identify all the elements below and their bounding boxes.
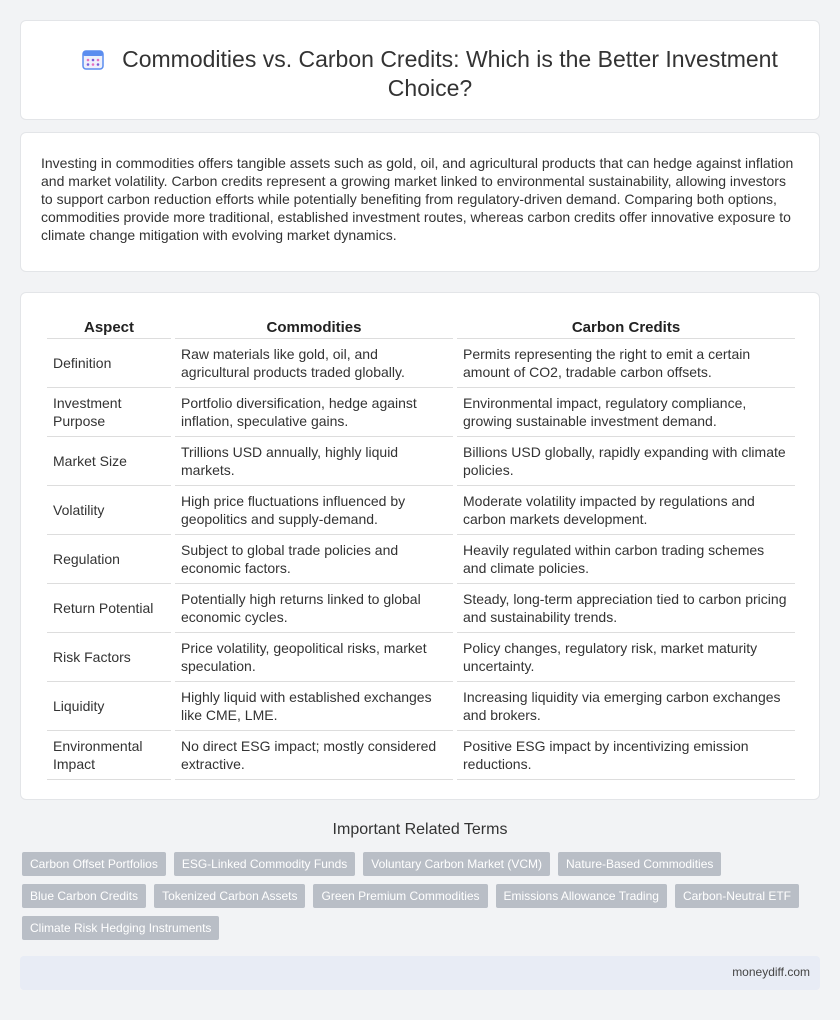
intro-paragraph: Investing in commodities offers tangible assets such as gold, oil, and agricultural products that can hedge against inflation and market volatility. Carbon credits represent a growing market linked to environmental sustainability, allowing investors to support carbon reduction efforts while potentially benefiting from regulatory-driven demand. Comparing both options, commodities provide more traditional, established investment routes, whereas carbon credits offer innovative exposure to climate change mitigation with evolving market dynamics. [41, 155, 794, 243]
related-terms-title: Important Related Terms [332, 821, 508, 838]
intro-card [20, 132, 820, 272]
related-term-tag[interactable]: ESG-Linked Commodity Funds [174, 852, 355, 876]
row-carbon-credits: Heavily regulated within carbon trading schemes and climate policies. [457, 535, 795, 584]
related-terms-tags [22, 852, 812, 940]
table-row [47, 339, 795, 388]
row-carbon-credits: Permits representing the right to emit a certain amount of CO2, tradable carbon offsets. [457, 339, 795, 388]
footer-bar [20, 956, 820, 990]
table-row [47, 486, 795, 535]
table-row [47, 633, 795, 682]
row-commodities: Portfolio diversification, hedge against inflation, speculative gains. [175, 388, 453, 437]
row-commodities: Trillions USD annually, highly liquid markets. [175, 437, 453, 486]
page-title: Commodities vs. Carbon Credits: Which is the Better Investment Choice? [122, 46, 778, 101]
row-commodities: Subject to global trade policies and economic factors. [175, 535, 453, 584]
calendar-grid-icon [82, 48, 104, 70]
row-carbon-credits: Billions USD globally, rapidly expanding with climate policies. [457, 437, 795, 486]
row-commodities: Highly liquid with established exchanges like CME, LME. [175, 682, 453, 731]
row-commodities: Raw materials like gold, oil, and agricultural products traded globally. [175, 339, 453, 388]
comparison-table [43, 315, 799, 780]
related-term-tag[interactable]: Carbon-Neutral ETF [675, 884, 799, 908]
related-term-tag[interactable]: Tokenized Carbon Assets [154, 884, 305, 908]
related-term-tag[interactable]: Blue Carbon Credits [22, 884, 146, 908]
row-commodities: High price fluctuations influenced by geopolitics and supply-demand. [175, 486, 453, 535]
table-row [47, 584, 795, 633]
row-aspect: Market Size [47, 437, 171, 486]
table-row [47, 437, 795, 486]
row-aspect: Liquidity [47, 682, 171, 731]
row-commodities: Potentially high returns linked to global economic cycles. [175, 584, 453, 633]
table-row [47, 535, 795, 584]
row-commodities: Price volatility, geopolitical risks, market speculation. [175, 633, 453, 682]
row-carbon-credits: Increasing liquidity via emerging carbon exchanges and brokers. [457, 682, 795, 731]
row-aspect: Volatility [47, 486, 171, 535]
row-aspect: Investment Purpose [47, 388, 171, 437]
table-row [47, 682, 795, 731]
row-carbon-credits: Steady, long-term appreciation tied to carbon pricing and sustainability trends. [457, 584, 795, 633]
footer-site-link[interactable]: moneydiff.com [732, 965, 810, 979]
related-term-tag[interactable]: Nature-Based Commodities [558, 852, 721, 876]
row-carbon-credits: Policy changes, regulatory risk, market maturity uncertainty. [457, 633, 795, 682]
row-carbon-credits: Environmental impact, regulatory compliance, growing sustainable investment demand. [457, 388, 795, 437]
row-commodities: No direct ESG impact; mostly considered extractive. [175, 731, 453, 780]
related-term-tag[interactable]: Climate Risk Hedging Instruments [22, 916, 219, 940]
row-aspect: Risk Factors [47, 633, 171, 682]
table-row [47, 388, 795, 437]
row-aspect: Return Potential [47, 584, 171, 633]
row-aspect: Definition [47, 339, 171, 388]
header-aspect: Aspect [47, 315, 171, 339]
page-title-wrap [61, 45, 799, 103]
header-commodities: Commodities [175, 315, 453, 339]
related-term-tag[interactable]: Green Premium Commodities [313, 884, 487, 908]
comparison-table-card [20, 292, 820, 800]
row-aspect: Environmental Impact [47, 731, 171, 780]
table-row [47, 731, 795, 780]
row-aspect: Regulation [47, 535, 171, 584]
related-term-tag[interactable]: Emissions Allowance Trading [496, 884, 667, 908]
related-term-tag[interactable]: Carbon Offset Portfolios [22, 852, 166, 876]
table-header-row [47, 315, 795, 339]
related-term-tag[interactable]: Voluntary Carbon Market (VCM) [363, 852, 550, 876]
row-carbon-credits: Moderate volatility impacted by regulations and carbon markets development. [457, 486, 795, 535]
header-carbon-credits: Carbon Credits [457, 315, 795, 339]
row-carbon-credits: Positive ESG impact by incentivizing emission reductions. [457, 731, 795, 780]
header-card [20, 20, 820, 120]
